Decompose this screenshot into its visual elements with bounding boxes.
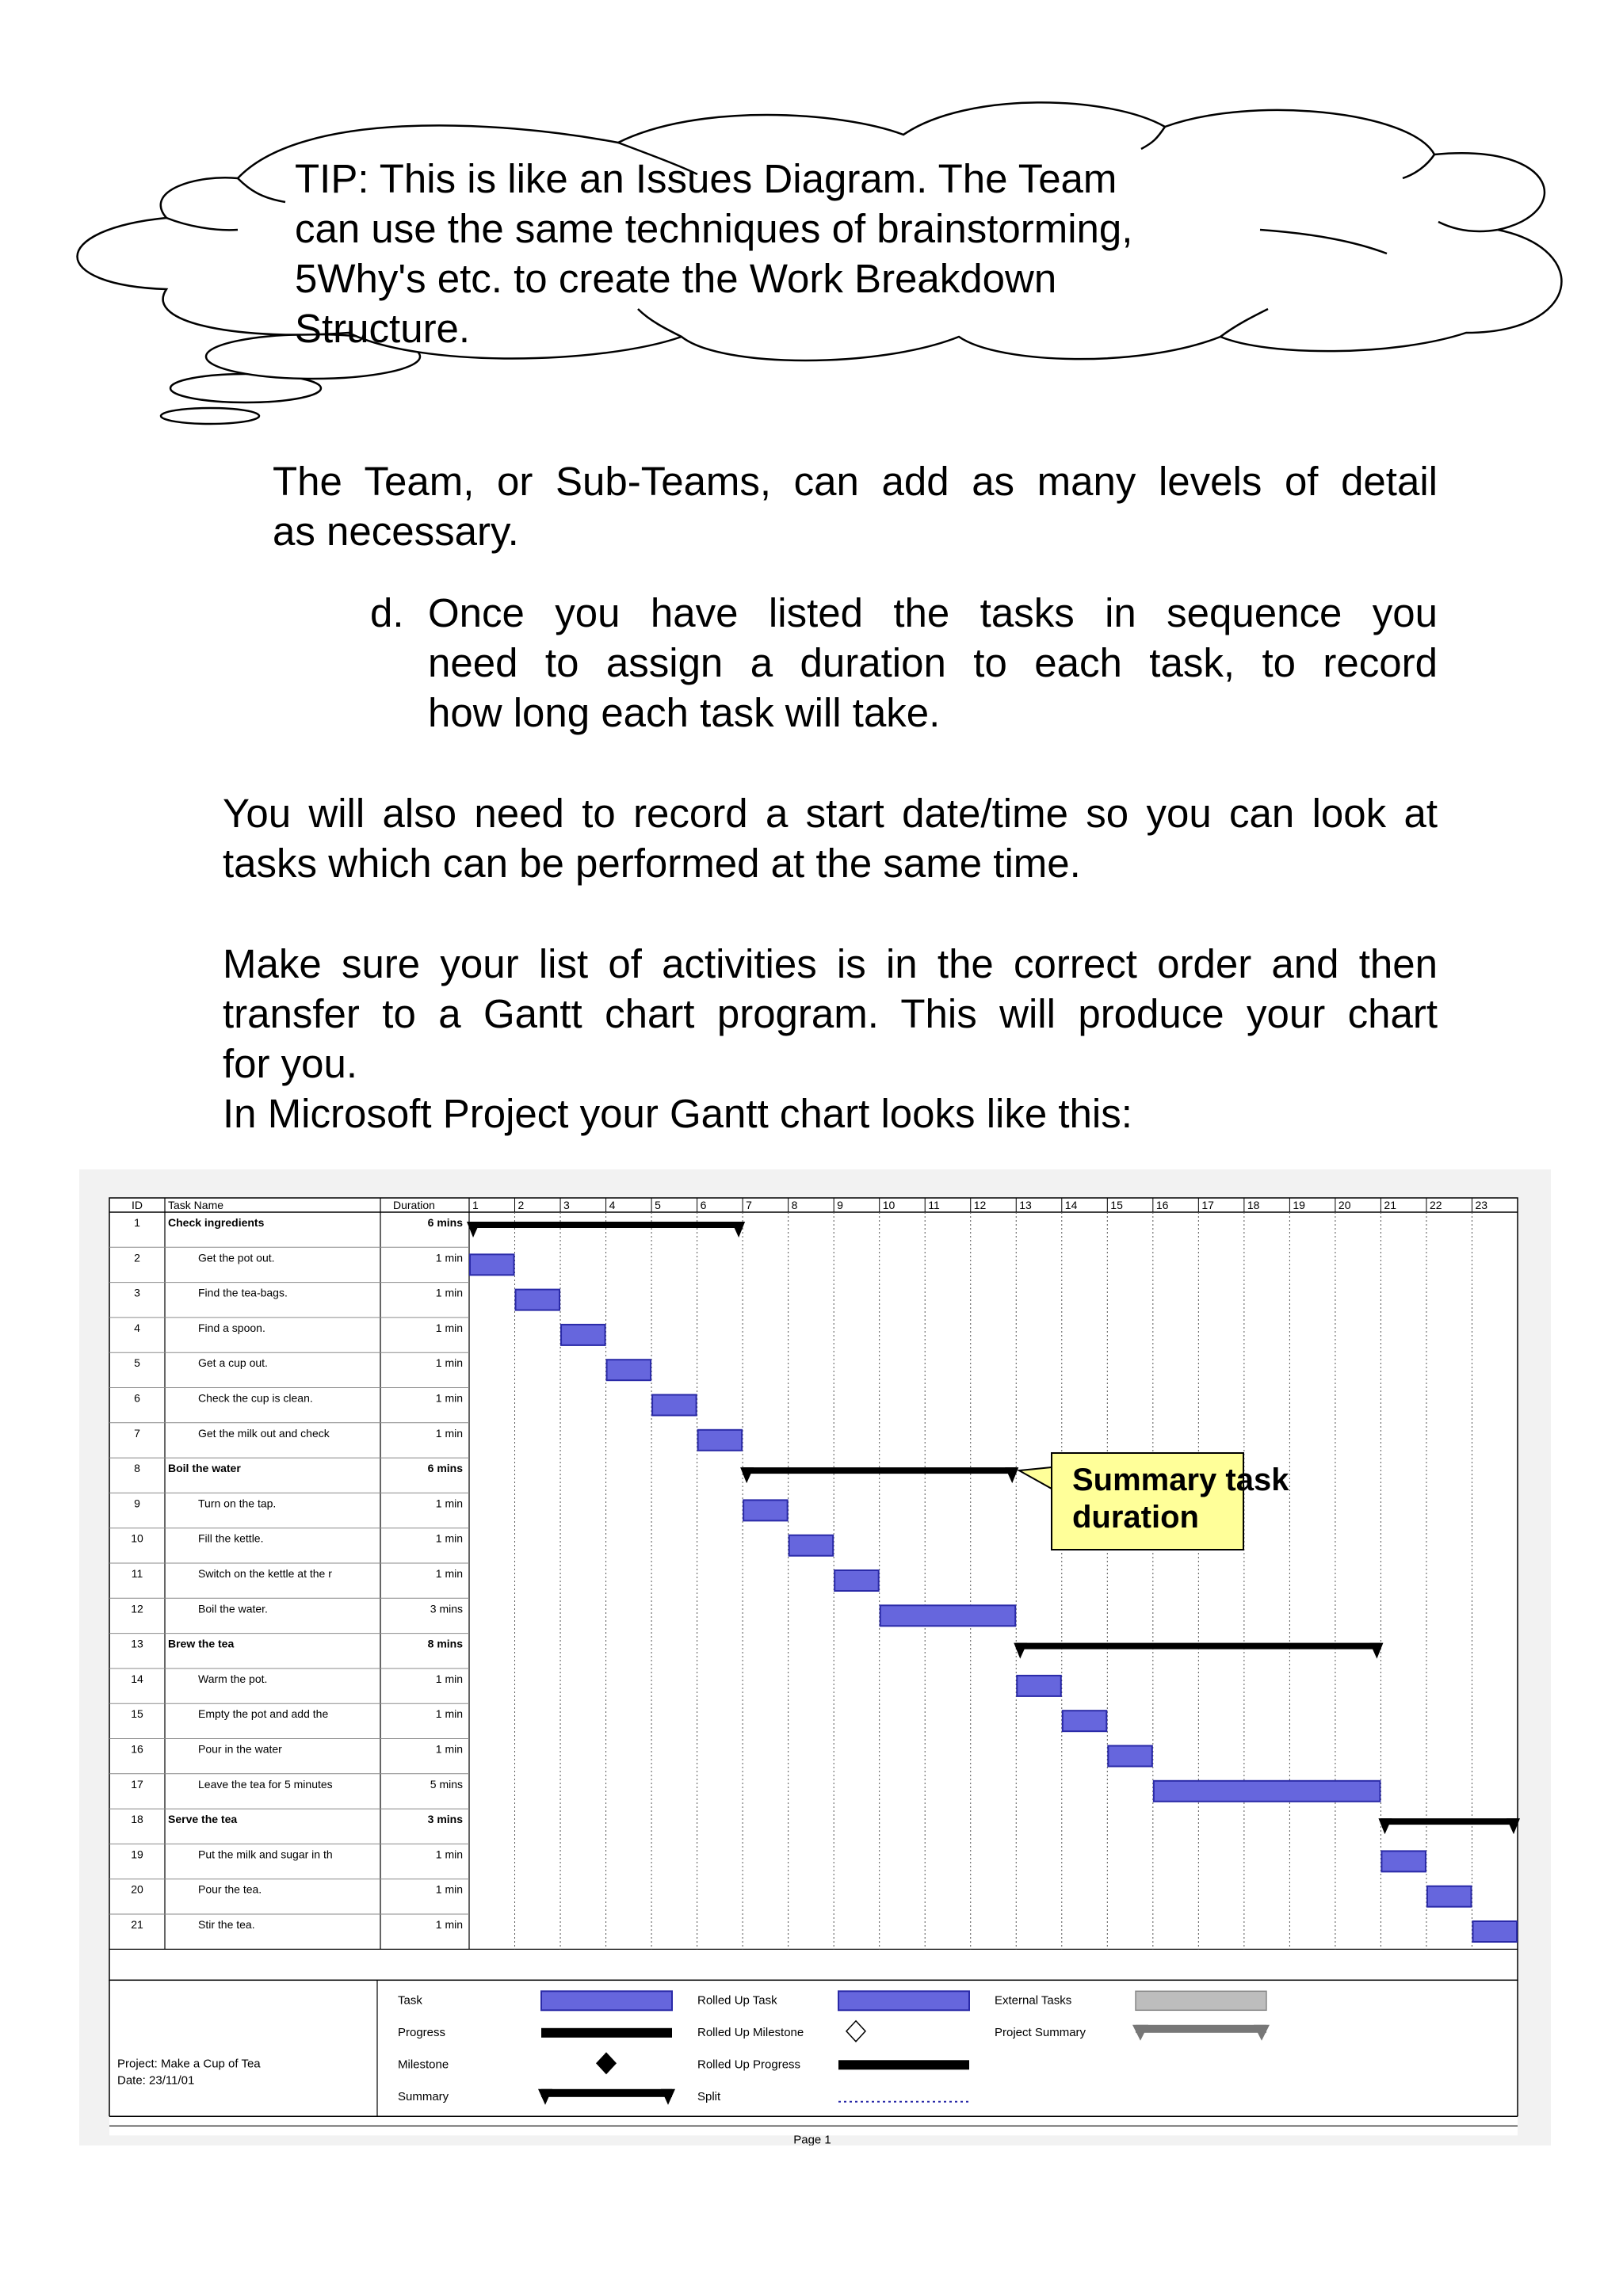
gantt-task-duration: 1 min (435, 1672, 463, 1685)
legend-progress-swatch (541, 2028, 672, 2038)
legend-task-swatch (541, 1991, 672, 2010)
tip-text (295, 154, 1230, 353)
gantt-timescale-label: 1 (472, 1199, 479, 1211)
gantt-timescale-label: 20 (1338, 1199, 1351, 1211)
gantt-task-bar (1017, 1676, 1061, 1696)
gantt-task-name: Turn on the tap. (198, 1497, 277, 1510)
gantt-task-id: 12 (131, 1602, 143, 1615)
gantt-task-duration: 1 min (435, 1426, 463, 1440)
gantt-timescale-label: 23 (1475, 1199, 1488, 1211)
gantt-header-duration: Duration (393, 1199, 435, 1211)
gantt-task-id: 3 (134, 1286, 140, 1299)
gantt-task-bar (607, 1360, 651, 1380)
gantt-timescale-label: 7 (746, 1199, 752, 1211)
gantt-task-id: 11 (131, 1567, 143, 1580)
legend-rolled-up-task-swatch (838, 1991, 969, 2010)
list-item-line: Once you have listed the tasks in sequence you (428, 590, 1438, 635)
gantt-task-bar (1108, 1746, 1152, 1767)
gantt-task-name: Brew the tea (168, 1637, 235, 1650)
gantt-timescale-label: 21 (1384, 1199, 1397, 1211)
gantt-task-id: 17 (131, 1777, 143, 1791)
gantt-task-duration: 1 min (435, 1356, 463, 1370)
gantt-task-name: Fill the kettle. (198, 1531, 264, 1545)
gantt-summary-bar (1016, 1643, 1381, 1650)
gantt-task-duration: 1 min (435, 1567, 463, 1580)
tip-line: can use the same techniques of brainstorming, (295, 206, 1133, 251)
gantt-timescale-label: 13 (1019, 1199, 1032, 1211)
gantt-task-id: 8 (134, 1462, 140, 1475)
gantt-task-bar (1381, 1851, 1426, 1871)
gantt-timescale-label: 4 (609, 1199, 616, 1211)
list-item-line: how long each task will take. (428, 690, 941, 735)
callout-joint (1052, 1467, 1056, 1488)
gantt-timescale-label: 19 (1293, 1199, 1305, 1211)
gantt-task-bar (652, 1395, 697, 1416)
gantt-task-bar (698, 1430, 743, 1451)
gantt-task-id: 21 (131, 1918, 143, 1931)
gantt-task-name: Leave the tea for 5 minutes (198, 1777, 333, 1791)
gantt-timescale-label: 9 (837, 1199, 843, 1211)
gantt-task-duration: 8 mins (427, 1637, 463, 1650)
gantt-task-name: Find the tea-bags. (198, 1286, 288, 1299)
gantt-task-id: 9 (134, 1497, 140, 1510)
gantt-timescale-label: 17 (1201, 1199, 1214, 1211)
gantt-timescale-label: 3 (563, 1199, 570, 1211)
gantt-task-bar (1427, 1886, 1472, 1907)
gantt-task-id: 7 (134, 1426, 140, 1440)
gantt-task-duration: 5 mins (430, 1777, 463, 1791)
gantt-timescale-label: 16 (1155, 1199, 1169, 1211)
gantt-task-duration: 3 mins (430, 1602, 463, 1615)
list-item-line: need to assign a duration to each task, to record (428, 640, 1438, 685)
gantt-task-name: Check ingredients (168, 1216, 265, 1229)
gantt-task-name: Get the milk out and check (198, 1426, 330, 1440)
gantt-task-duration: 3 mins (427, 1813, 463, 1826)
gantt-task-name: Pour the tea. (198, 1882, 262, 1896)
gantt-timescale-label: 5 (655, 1199, 661, 1211)
legend-label: Rolled Up Progress (697, 2058, 801, 2072)
gantt-timescale-label: 22 (1429, 1199, 1442, 1211)
body-paragraph-line: tasks which can be performed at the same time. (223, 841, 1081, 886)
callout-text: Summary task (1072, 1463, 1289, 1497)
gantt-task-duration: 1 min (435, 1707, 463, 1721)
legend-label: Split (697, 2089, 721, 2103)
gantt-timescale-label: 6 (700, 1199, 707, 1211)
gantt-task-id: 1 (134, 1216, 140, 1229)
gantt-task-bar (1154, 1781, 1381, 1802)
tip-line: TIP: This is like an Issues Diagram. The Team (295, 156, 1117, 201)
gantt-task-name: Pour in the water (198, 1742, 282, 1756)
gantt-footer: Page 1 (793, 2133, 831, 2145)
gantt-chart-panel (79, 1169, 1551, 2145)
gantt-task-duration: 1 min (435, 1882, 463, 1896)
legend-project-date: Date: 23/11/01 (117, 2073, 195, 2088)
gantt-timescale-label: 14 (1064, 1199, 1078, 1211)
legend-label: Rolled Up Task (697, 1993, 777, 2008)
tip-line: Structure. (295, 306, 471, 351)
gantt-task-id: 6 (134, 1391, 140, 1405)
gantt-summary-bar (469, 1222, 743, 1228)
gantt-task-bar (834, 1570, 879, 1591)
body-paragraph-line: Make sure your list of activities is in the correct order and then (223, 941, 1438, 986)
gantt-header-name: Task Name (168, 1199, 224, 1211)
gantt-task-name: Stir the tea. (198, 1918, 255, 1931)
gantt-task-duration: 6 mins (427, 1216, 463, 1229)
gantt-task-duration: 1 min (435, 1531, 463, 1545)
legend-project-name: Project: Make a Cup of Tea (117, 2057, 261, 2071)
gantt-task-duration: 1 min (435, 1391, 463, 1405)
legend-project-summary-swatch (1136, 2025, 1266, 2033)
gantt-summary-bar (743, 1467, 1016, 1474)
gantt-task-name: Find a spoon. (198, 1321, 265, 1334)
body-paragraph-line: The Team, or Sub-Teams, can add as many levels of detail (273, 459, 1438, 504)
gantt-task-name: Serve the tea (168, 1813, 238, 1826)
gantt-task-name: Boil the water (168, 1462, 241, 1475)
body-paragraph-line: transfer to a Gantt chart program. This will produce your chart (223, 991, 1438, 1036)
gantt-task-id: 19 (131, 1848, 143, 1861)
gantt-task-duration: 1 min (435, 1497, 463, 1510)
gantt-task-duration: 1 min (435, 1918, 463, 1931)
gantt-task-name: Get a cup out. (198, 1356, 268, 1370)
gantt-task-name: Boil the water. (198, 1602, 268, 1615)
gantt-task-name: Warm the pot. (198, 1672, 268, 1685)
gantt-task-bar (516, 1290, 560, 1310)
gantt-task-bar (470, 1254, 514, 1275)
list-marker: d. (370, 590, 404, 635)
gantt-summary-bar (1381, 1818, 1518, 1825)
gantt-task-id: 5 (134, 1356, 140, 1370)
legend-label: Rolled Up Milestone (697, 2025, 804, 2039)
gantt-task-duration: 1 min (435, 1848, 463, 1861)
gantt-task-id: 2 (134, 1251, 140, 1264)
tip-line: 5Why's etc. to create the Work Breakdown (295, 256, 1057, 301)
legend-label: Summary (398, 2089, 449, 2103)
gantt-timescale-label: 12 (973, 1199, 987, 1211)
legend-label: Project Summary (995, 2025, 1086, 2039)
gantt-task-bar (789, 1535, 834, 1556)
gantt-task-duration: 1 min (435, 1286, 463, 1299)
gantt-task-bar (1472, 1921, 1517, 1942)
body-paragraph-line: You will also need to record a start date/time so you can look at (223, 791, 1438, 836)
gantt-task-id: 10 (131, 1531, 143, 1545)
gantt-task-id: 4 (134, 1321, 140, 1334)
gantt-task-name: Put the milk and sugar in th (198, 1848, 333, 1861)
gantt-header-id: ID (132, 1199, 143, 1211)
legend-label: External Tasks (995, 1993, 1072, 2008)
gantt-task-id: 15 (131, 1707, 143, 1721)
gantt-task-name: Switch on the kettle at the r (198, 1567, 332, 1580)
gantt-task-id: 13 (131, 1637, 143, 1650)
gantt-task-id: 16 (131, 1742, 143, 1756)
gantt-task-id: 14 (131, 1672, 143, 1685)
gantt-task-id: 20 (131, 1882, 143, 1896)
gantt-timescale-label: 11 (928, 1199, 940, 1211)
gantt-task-name: Get the pot out. (198, 1251, 275, 1264)
legend-rolled-up-progress-swatch (838, 2060, 969, 2069)
gantt-timescale-label: 8 (791, 1199, 798, 1211)
callout-text: duration (1072, 1500, 1199, 1535)
legend-label: Progress (398, 2025, 446, 2039)
legend-label: Task (398, 1993, 422, 2008)
body-paragraph-line: In Microsoft Project your Gantt chart looks like this: (223, 1091, 1132, 1136)
gantt-task-name: Check the cup is clean. (198, 1391, 313, 1405)
legend-label: Milestone (398, 2058, 449, 2072)
gantt-timescale-label: 18 (1247, 1199, 1260, 1211)
gantt-task-duration: 1 min (435, 1742, 463, 1756)
gantt-timescale-label: 10 (882, 1199, 896, 1211)
body-paragraph-line: for you. (223, 1041, 358, 1086)
gantt-timescale-label: 15 (1110, 1199, 1123, 1211)
gantt-task-duration: 1 min (435, 1251, 463, 1264)
gantt-task-duration: 6 mins (427, 1462, 463, 1475)
gantt-task-name: Empty the pot and add the (198, 1707, 329, 1721)
gantt-task-duration: 1 min (435, 1321, 463, 1334)
gantt-chart (79, 1169, 1551, 2145)
cloud-bubble-small (161, 408, 259, 424)
legend-summary-swatch (541, 2089, 672, 2097)
gantt-timescale-label: 2 (517, 1199, 525, 1211)
gantt-task-bar (880, 1605, 1016, 1626)
legend-external-task-swatch (1136, 1991, 1266, 2010)
gantt-task-bar (743, 1500, 788, 1520)
body-paragraph-line: as necessary. (273, 509, 519, 554)
gantt-task-bar (1063, 1711, 1107, 1731)
gantt-task-bar (561, 1325, 605, 1345)
gantt-page (109, 1198, 1518, 2135)
gantt-task-id: 18 (131, 1813, 143, 1826)
